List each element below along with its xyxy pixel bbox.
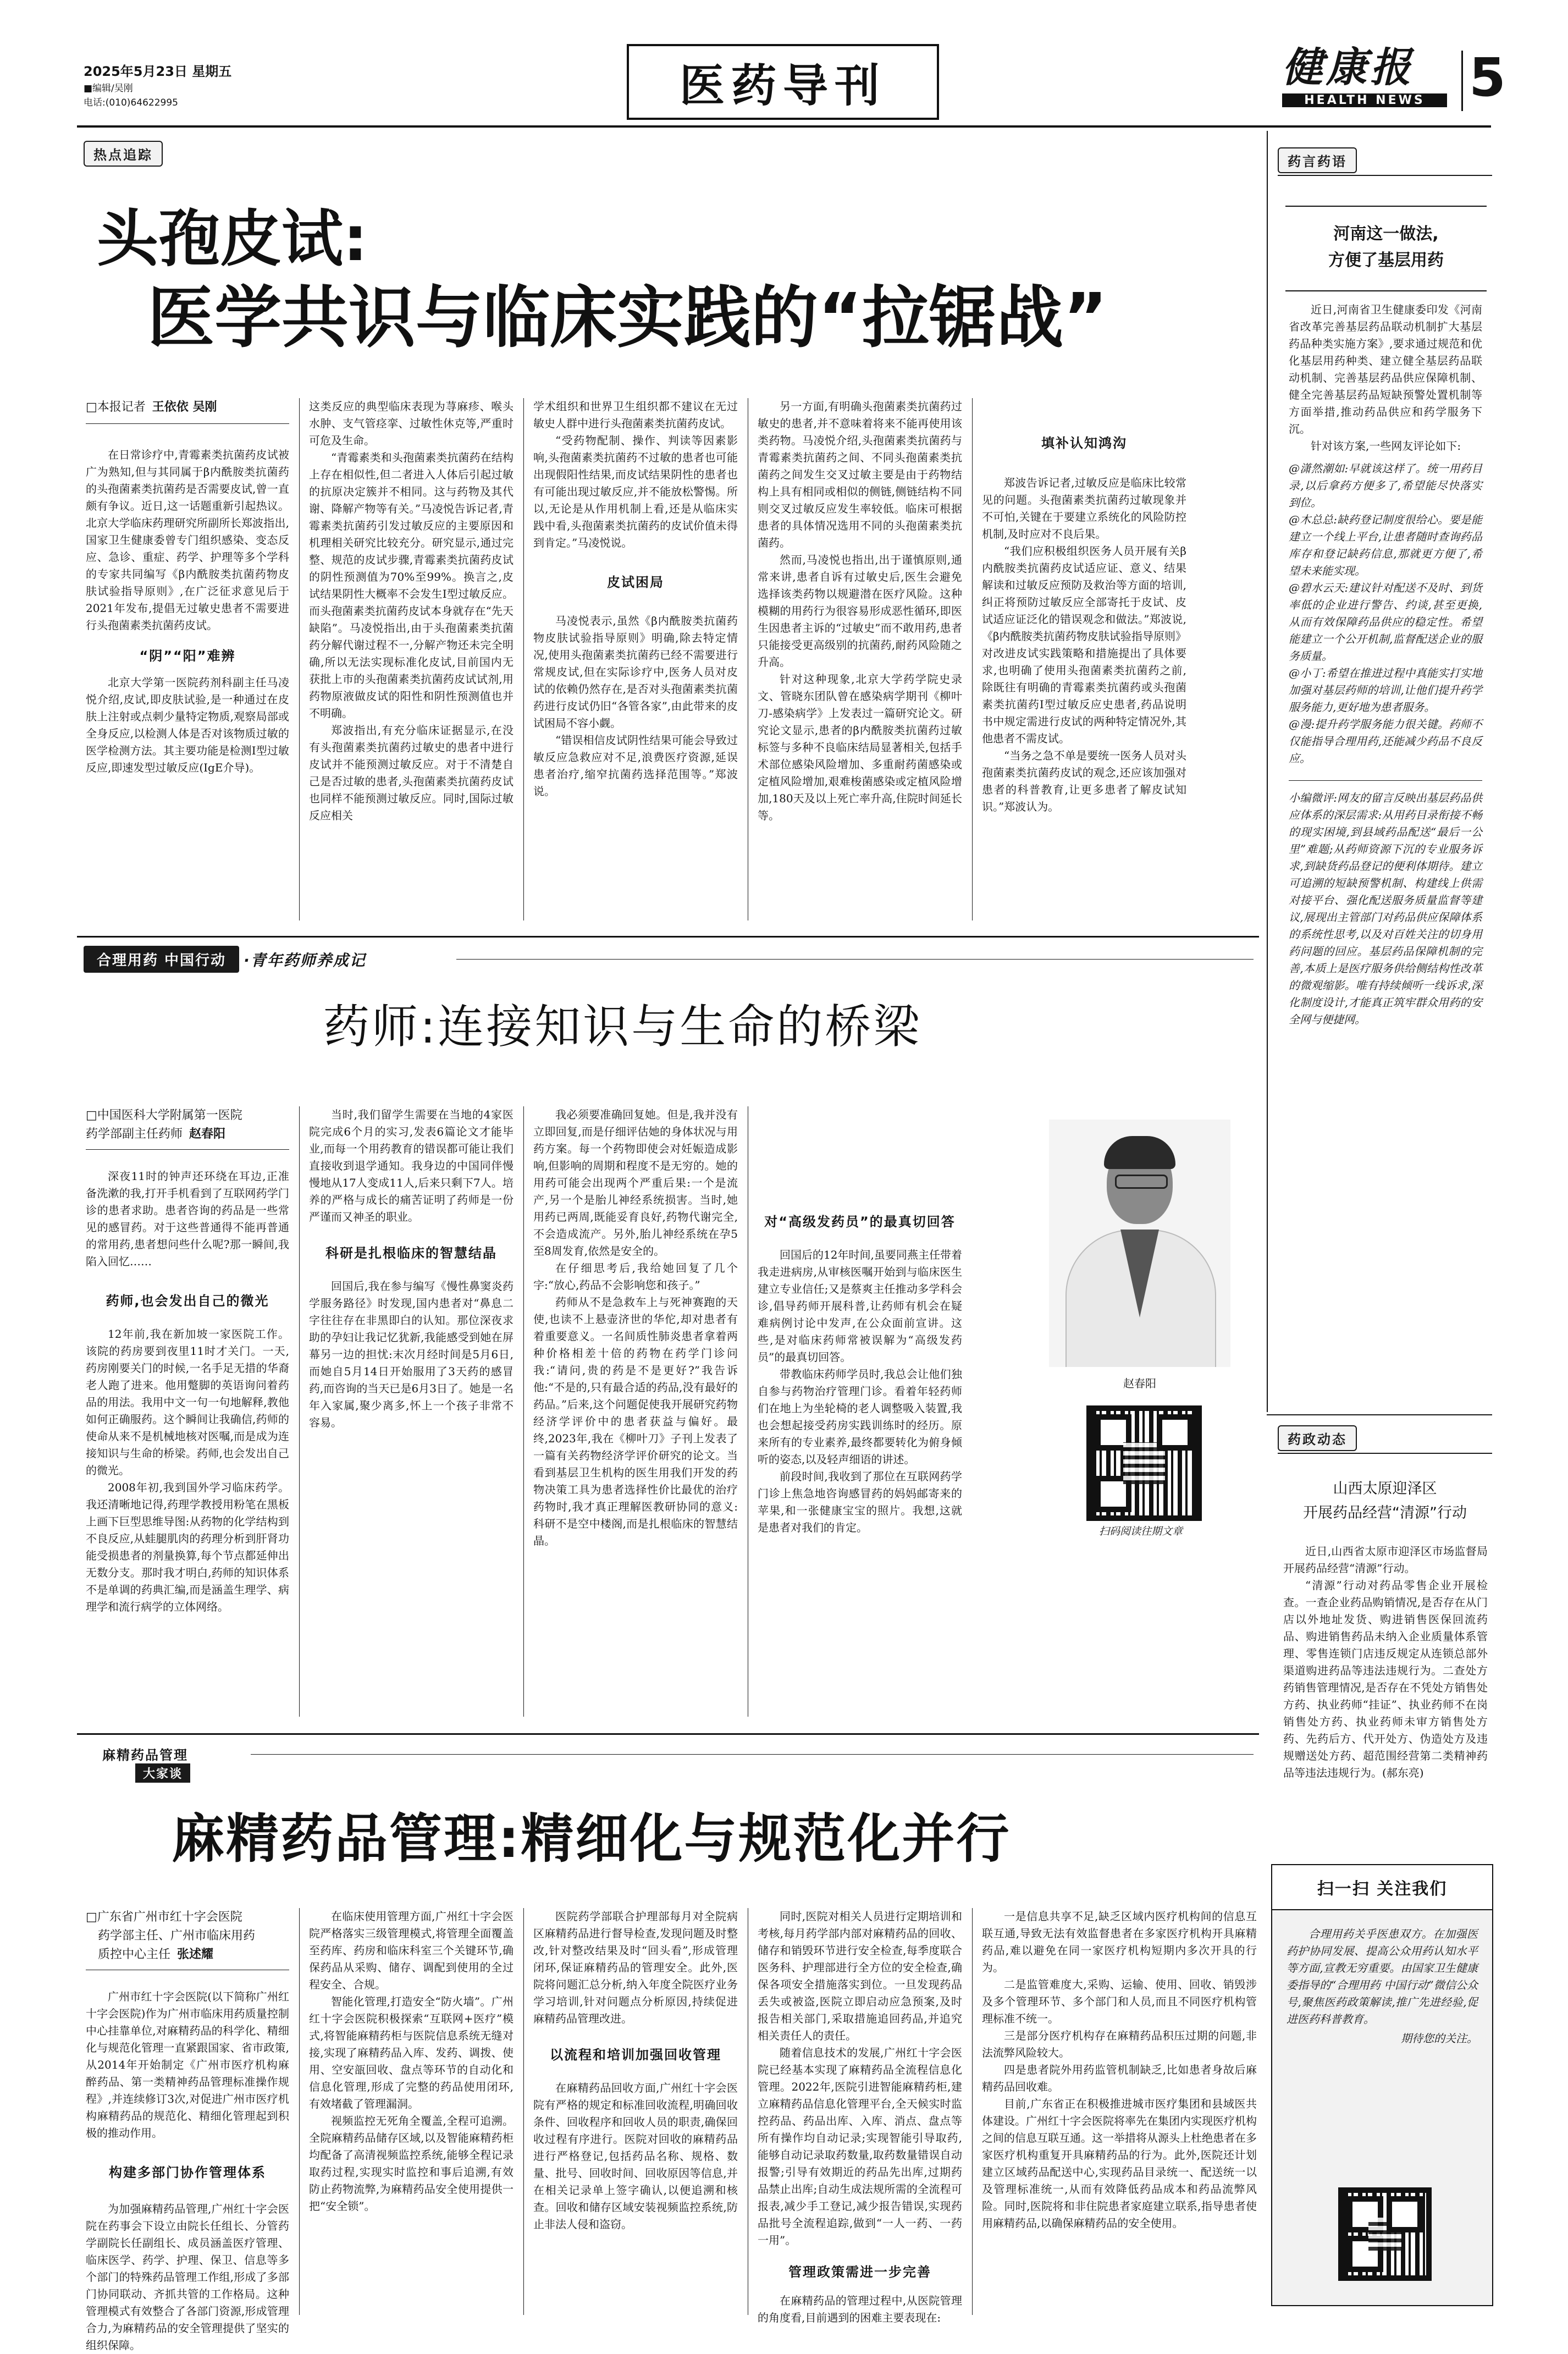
page-number: 5 <box>1469 47 1506 108</box>
byline-title: 药学部副主任药师 <box>86 1127 183 1141</box>
sidebar1-tag: 药言药语 <box>1278 147 1357 173</box>
paragraph: 医院药学部联合护理部每月对全院病区麻精药品进行督导检查,发现问题及时整改,针对整改结果及时“回头看”,形成管理闭环,保证麻精药品的管理安全。此外,医院将问题汇总分析,纳入年度全院医疗业务学习培训,针对问题点分析原因,持续促进麻精药品管理改进。 <box>533 1910 738 2025</box>
comment: @漫:提升药学服务能力很关键。药师不仅能指导合理用药,还能减少药品不良反应。 <box>1289 718 1482 765</box>
editor-note <box>1289 790 1482 1028</box>
article3-subhead-2: 以流程和培训加强回收管理 <box>550 2047 721 2063</box>
comment: @小丁:希望在推进过程中真能实打实地加强对基层药师的培训,让他们提升药学服务能力,更好地为患者服务。 <box>1289 666 1482 714</box>
issue-phone: 电话:(010)64622995 <box>84 97 178 108</box>
photo-glasses <box>1115 1175 1168 1189</box>
article2-subhead-3: 对“高级发药员”的最真切回答 <box>764 1214 956 1230</box>
article1-title-line1: 头孢皮试: <box>97 203 368 275</box>
paragraph: 深夜11时的钟声还环绕在耳边,正准备洗漱的我,打开手机看到了互联网药学门诊的患者求助。患者咨询的药品是一些常见的感冒药。对于这些普通得不能再普通的常用药,患者想问些什么呢?那一瞬间,我陷入回忆…… <box>86 1170 289 1268</box>
article1-col-1 <box>86 446 289 776</box>
article2-col-2 <box>309 1106 514 1431</box>
paragraph: “错误相信皮试阴性结果可能会导致过敏反应急救应对不足,浪费医疗资源,延误患者治疗,缩窄抗菌药选择范围等。”郑波说。 <box>533 734 738 798</box>
sidebar2-title-box <box>1278 1477 1492 1525</box>
article1-subhead-1: “阴”“阳”难辨 <box>139 648 236 664</box>
paragraph: 目前,广东省正在积极推进城市医疗集团和县域医共体建设。广州红十字会医院将率先在集团内实现医疗机构之间的信息互联互通。这一举措将从源头上杜绝患者在多家医疗机构重复开具麻精药品的行为。此外,医院还计划建立区域药品配送中心,实现药品目录统一、配送统一以及管理标准统一,从而有效降低药品成本和药品流弊风险。同时,医院将和非住院患者家庭建立联系,指导患者使用麻精药品,以确保麻精药品的安全使用。 <box>982 2097 1257 2230</box>
paragraph: 为加强麻精药品管理,广州红十字会医院在药事会下设立由院长任组长、分管药学副院长任副组长、成员涵盖医疗管理、临床医学、药学、护理、保卫、信息等多个部门的特殊药品管理工作组,形成了多部门协同联动、齐抓共管的工作格局。这种管理模式有效整合了各部门资源,形成管理合力,为麻精药品的安全管理提供了坚实的组织保障。 <box>86 2202 289 2352</box>
follow-us-box <box>1271 1864 1493 2306</box>
article2-subhead-2: 科研是扎根临床的智慧结晶 <box>325 1245 497 1261</box>
paragraph: 在麻精药品回收方面,广州红十字会医院有严格的规定和标准回收流程,明确回收条件、回收程序和回收人员的职责,确保回收过程有序进行。医院对回收的麻精药品进行严格登记,包括药品名称、规格、数量、批号、回收时间、回收原因等信息,并在相关记录单上签字确认,以便追溯和核查。回收和储存区域安装视频监控系统,防止非法人侵和盗窃。 <box>533 2081 738 2231</box>
paragraph: 然而,马凌悦也指出,出于谨慎原则,通常来讲,患者自诉有过敏史后,医生会避免选择该类药物以规避潜在医疗风险。这种模糊的用药行为很容易形成恶性循环,即医生因患者主诉的“过敏史”而不敢用药,患者只能接受更高级别的抗菌药,耐药风险随之升高。 <box>758 553 962 669</box>
article1-col-2 <box>309 398 514 824</box>
article2-tag-sub: ·青年药师养成记 <box>244 951 366 969</box>
paragraph: 智能化管理,打造安全“防火墙”。广州红十字会医院积极探索“互联网+医疗”模式,将智能麻精药柜与医院信息系统无缝对接,实现了麻精药品入库、发药、调拨、使用、空安瓿回收、盘点等环节的自动化和信息化管理,形成了完整的药品使用闭环,有效堵截了管理漏洞。 <box>309 1995 514 2110</box>
article3-col-1 <box>86 1988 289 2354</box>
paragraph: 近日,河南省卫生健康委印发《河南省改革完善基层药品联动机制扩大基层药品种类实施方案》,要求通过规范和优化基层用药种类、建立健全基层药品联动机制、完善基层药品供应保障机制、健全完善基层药品短缺预警处置机制等方面举措,推动药品供应和药学服务下沉。 <box>1289 303 1482 435</box>
article2-byline-line2 <box>86 1125 295 1144</box>
paragraph: 回国后,我在参与编写《慢性鼻窦炎药学服务路径》时发现,国内患者对“鼻息二字往往存在非黑即白的认知。那位深夜求助的孕妇让我记忆犹新,我能感受到她在屏幕另一边的担忧:末次月经时间是5月6日,而她自5月14日开始服用了3天药的感冒药,而咨询的当天已是6月3日了。她是一名年入家属,聚少离多,怀上一个孩子非常不容易。 <box>309 1280 514 1429</box>
article3-col-2 <box>309 1908 514 2215</box>
paragraph: “清源”行动对药品零售企业开展检查。一查企业药品购销情况,是否存在从门店以外地址发货、购进销售医保回流药品、购进销售药品未纳入企业质量体系管理、零售连锁门店违反规定从连锁总部外渠道购进药品等违法违规行为。二查处方药销售管理情况,是否存在不凭处方销售处方药、执业药师“挂证”、执业药师不在岗销售处方药、执业药师未审方销售处方药、先药后方、代开处方、伪造处方及违规赠送处方药、超范围经营第二类精神药品等违法违规行为。(郝东亮) <box>1283 1579 1488 1779</box>
article3-byline-line3 <box>86 1945 295 1964</box>
follow-us-text: 合理用药关乎医患双方。在加强医药护协同发展、提高公众用药认知水平等方面,宣教无穷重要。由国家卫生健康委指导的“合理用药 中国行动”微信公众号,聚焦医药政策解读,推广先进经验,促进医药科普教育。 <box>1287 1927 1478 2026</box>
byline-prefix: □本报记者 <box>86 400 146 414</box>
byline-name: 张述耀 <box>177 1948 214 1961</box>
netizen-comments <box>1289 460 1482 767</box>
article3-col-5 <box>982 1908 1257 2232</box>
paragraph: 前段时间,我收到了那位在互联网药学门诊上焦急地咨询感冒药的妈妈邮寄来的苹果,和一张健康宝宝的照片。我想,这就是患者对我们的肯定。 <box>758 1470 962 1534</box>
paragraph: 随着信息技术的发展,广州红十字会医院已经基本实现了麻精药品全流程信息化管理。2022年,医院引进智能麻精药柜,建立麻精药品信息化管理平台,全天候实时监控药品、药品出库、入库、消点、盘点等所有操作均自动记录;实现智能引导取药,能够自动记录取药数量,取药数量错误自动报警;引导有效期近的药品先出库,过期药品禁止出库;自动生成法规所需的全流程可报表,减少手工登记,减少报告错误,实现药品批号全流程追踪,做到“一人一药、一药一用”。 <box>758 2046 962 2247</box>
article1-col-3 <box>533 398 738 800</box>
comment: @木总总:缺药登记制度很给心。要是能建立一个线上平台,让患者随时查询药品库存和登记缺药信息,那就更方便了,希望未来能实现。 <box>1289 513 1482 577</box>
paragraph: 三是部分医疗机构存在麻精药品积压过期的问题,非法流弊风险较大。 <box>982 2029 1257 2059</box>
sidebar2-body <box>1283 1543 1488 1782</box>
paragraph: 一是信息共享不足,缺乏区域内医疗机构间的信息互联互通,导致无法有效监督患者在多家医疗机构开具麻精药品,难以避免在同一家医疗机构短期内多次开具的行为。 <box>982 1910 1257 1974</box>
comment: @碧水云天:建议针对配送不及时、到货率低的企业进行警告、约谈,甚至更换,从而有效保障药品供应的稳定性。希望能建立一个公开机制,监督配送企业的服务质量。 <box>1289 581 1482 663</box>
paragraph: “当务之急不单是要统一医务人员对头孢菌素类抗菌药皮试的观念,还应该加强对患者的科普教育,让更多患者了解皮试知识。”郑波认为。 <box>982 749 1186 813</box>
paragraph: 视频监控无死角全覆盖,全程可追溯。全院麻精药品储存区域,以及智能麻精药柜均配备了高清视频监控系统,能够全程记录取药过程,实现实时监控和事后追溯,有效防止药物流弊,为麻精药品安全使用提供一把“安全锁”。 <box>309 2114 514 2213</box>
paragraph: 在日常诊疗中,青霉素类抗菌药皮试被广为熟知,但与其同属于β内酰胺类抗菌药的头孢菌素类抗菌药是否需要皮试,曾一直颇有争议。近日,这一话题重新引起热议。北京大学临床药理研究所副所长郑波指出,国家卫生健康委曾专门组织感染、变态反应、急诊、重症、药学、护理等多个学科的专家共同编写《β内酰胺类抗菌药物皮肤试验指导原则》,在广泛征求意见后于2021年发布,提倡无过敏史患者不需要进行头孢菌素类抗菌药皮试。 <box>86 448 289 632</box>
paragraph: 针对这种现象,北京大学药学院史录文、管晓东团队曾在感染病学期刊《柳叶刀-感染病学》上发表过一篇研究论文。研究论文显示,患者的β内酰胺类抗菌药过敏标签与多种不良临床结局显著相关,包括手术部位感染风险增加、多重耐药菌感染或定植风险增加,艰难梭菌感染或定植风险增加,180天及以上死亡率升高,住院时间延长等。 <box>758 672 962 822</box>
article3-tag-main: 麻精药品管理 <box>102 1747 188 1763</box>
article2-qr-caption: 扫码阅读往期文章 <box>1098 1525 1183 1537</box>
article1-byline <box>86 398 295 417</box>
paragraph: 带教临床药师学员时,我总会让他们独自参与药物治疗管理门诊。看着年轻药师们在地上为坐轮椅的老人调整吸入装置,我也会想起接受药房实践训练时的经历。原来所有的专业素养,最终都要转化为俯身倾听的姿态,以及轻声细语的讲述。 <box>758 1368 962 1466</box>
section-banner <box>627 44 939 120</box>
paper-logo <box>1282 44 1458 110</box>
article3-col-4 <box>758 1908 962 2327</box>
paragraph: 郑波指出,有充分临床证据显示,在没有头孢菌素类抗菌药过敏史的患者中进行皮试并不能预测过敏反应。对于不清楚自己是否过敏的患者,头孢菌素类抗菌药皮试也同样不能预测过敏反应。同时,国际过敏反应相关 <box>309 724 514 822</box>
article3-title: 麻精药品管理:精细化与规范化并行 <box>172 1808 1011 1870</box>
paragraph: 在仔细思考后,我给她回复了几个字:“放心,药品不会影响您和孩子。” <box>533 1261 738 1292</box>
paragraph: 在麻精药品的管理过程中,从医院管理的角度看,目前遇到的困难主要表现在: <box>758 2294 962 2324</box>
sidebar1-title-box <box>1285 206 1487 291</box>
paragraph: 近日,山西省太原市迎泽区市场监督局开展药品经营“清源”行动。 <box>1283 1545 1488 1575</box>
article1-title-line2: 医学共识与临床实践的“拉锯战” <box>147 279 1108 357</box>
article2-col-1 <box>86 1168 289 1616</box>
article1-subhead-3: 填补认知鸿沟 <box>1041 435 1127 451</box>
article2-byline-line1: □中国医科大学附属第一医院 <box>86 1109 242 1122</box>
sidebar1-body <box>1289 301 1482 1028</box>
article2-title: 药师:连接知识与生命的桥梁 <box>323 1000 922 1054</box>
article2-tag-main: 合理用药 中国行动 <box>84 946 239 973</box>
hot-topic-tag: 热点追踪 <box>84 141 163 167</box>
follow-us-closing: 期待您的关注。 <box>1401 2032 1478 2045</box>
byline-title: 质控中心主任 <box>98 1948 171 1961</box>
article3-subhead-3: 管理政策需进一步完善 <box>788 2264 931 2280</box>
article2-col-3 <box>533 1106 738 1550</box>
paragraph: 学术组织和世界卫生组织都不建议在无过敏史人群中进行头孢菌素类抗菌药皮试。 <box>533 400 738 430</box>
article2-byline <box>86 1106 295 1144</box>
byline-name: 赵春阳 <box>189 1127 226 1141</box>
author-photo <box>1049 1120 1230 1367</box>
paragraph: “我们应积极组织医务人员开展有关β内酰胺类抗菌药皮试适应证、意义、结果解读和过敏反应预防及救治等方面的培训,纠正将预防过敏反应全部寄托于皮试、皮试适应证泛化的错误观念和做法。”郑波说,《β内酰胺类抗菌药物皮肤试验指导原则》对改进皮试实践策略和措施提出了具体要求,也明确了使用头孢菌素类抗菌药之前,除既往有明确的青霉素类抗菌药或头孢菌素类抗菌药Ⅰ型过敏反应史患者,药品说明书中规定需进行皮试的两种特定情况外,其他患者不需皮试。 <box>982 544 1186 745</box>
article3-byline-line2: 药学部主任、广州市临床用药 <box>98 1929 256 1943</box>
follow-us-body <box>1272 1910 1492 2047</box>
wechat-qr-code[interactable] <box>1338 2187 1432 2281</box>
paragraph: 二是监管难度大,采购、运输、使用、回收、销毁涉及多个管理环节、多个部门和人员,而且不同医疗机构管理标准不统一。 <box>982 1978 1257 2025</box>
paragraph: 另一方面,有明确头孢菌素类抗菌药过敏史的患者,并不意味着将来不能再使用该类药物。马凌悦介绍,头孢菌素类抗菌药与青霉素类抗菌药之间、不同头孢菌素类抗菌药之间发生交叉过敏主要是由于药物结构上具有相同或相似的侧链,侧链结构不同则交叉过敏反应发生率较低。临床可根据患者的具体情况选用不同的头孢菌素类抗菌药。 <box>758 400 962 549</box>
article3-byline <box>86 1908 295 1964</box>
sidebar2-title-line2: 开展药品经营“清源”行动 <box>1303 1504 1467 1521</box>
article3-byline-line1: □广东省广州市红十字会医院 <box>86 1910 242 1924</box>
paragraph: 郑波告诉记者,过敏反应是临床比较常见的问题。头孢菌素类抗菌药过敏现象并不可怕,关键在于要建立系统化的风险防控机制,及时应对不良后果。 <box>982 476 1186 541</box>
paragraph: 马凌悦表示,虽然《β内酰胺类抗菌药物皮肤试验指导原则》明确,除去特定情况,使用头孢菌素类抗菌药已经不需要进行常规皮试,但在实际诊疗中,医务人员对皮试的依赖仍然存在,是否对头孢菌素类抗菌药进行皮试仍旧“各管各家”,由此带来的皮试困局不容小觑。 <box>533 614 738 730</box>
paragraph: 药师从不是急救车上与死神赛跑的天使,也读不上悬壶济世的华佗,却对患者有着重要意义。一名间质性肺炎患者拿着两种价格相差十倍的药物在药学门诊问我:“请问,贵的药是不是更好?”我告诉他:“不是的,只有最合适的药品,没有最好的药品。”后来,这个问题促使我开展研究药物经济学评价中的患者获益与偏好。最终,2023年,我在《柳叶刀》子刊上发表了一篇有关药物经济学评价研究的论文。当看到基层卫生机构的医生用我们开发的药物决策工具为患者选择性价比最优的治疗药物时,我才真正理解医教研协同的意义:科研不是空中楼阁,而是扎根临床的智慧结晶。 <box>533 1295 738 1547</box>
follow-us-title: 扫一扫 关注我们 <box>1272 1865 1492 1910</box>
editor-note-text: 小编微评:网友的留言反映出基层药品供应体系的深层需求:从用药目录衔接不畅的现实困境,到县域药品配送“最后一公里”难题;从药师资源下沉的专业服务诉求,到缺货药品登记的便利体期待。建立可追溯的短缺预警机制、构建线上供需对接平台、强化配送服务质量监督等建议,展现出主管部门对药品供应保障体系的系统性思考,以及对百姓关注的切身用药问题的回应。基层药品保障机制的完善,本质上是医疗服务供给侧结构性改革的微观缩影。唯有持续倾听一线诉求,深化制度设计,才能真正筑牢群众用药的安全网与便捷网。 <box>1289 791 1482 1026</box>
paragraph: “青霉素类和头孢菌素类抗菌药在结构上存在相似性,但二者进入人体后引起过敏的抗原决定簇并不相同。这与药物及其代谢、降解产物等有关。”马凌悦告诉记者,青霉素类抗菌药引发过敏反应的主要原因和机理相关研究比较充分。研究显示,通过完整、规范的皮试步骤,青霉素类抗菌药皮试的阴性预测值为70%至99%。换言之,皮试结果阴性大概率不会发生Ⅰ型过敏反应。而头孢菌素类抗菌药皮试本身就存在“先天缺陷”。马凌悦指出,由于头孢菌素类抗菌药分解代谢过程不一,分解产物还未完全明确,所以无法实现标准化皮试,目前国内无获批上市的头孢菌素类抗菌药皮试试剂,用药物原液做皮试的阳性和阴性预测值也并不明确。 <box>309 451 514 720</box>
article2-subhead-1: 药师,也会发出自己的微光 <box>106 1293 269 1309</box>
paper-name-en: HEALTH NEWS <box>1282 93 1447 107</box>
paragraph: 12年前,我在新加坡一家医院工作。该院的药房要到夜里11时才关门。一天,药房刚要关门的时候,一名手足无措的华裔老人跑了进来。他用蹩脚的英语询问着药品的用法。我用中文一句一句地解释,教他如何正确服药。这个瞬间让我确信,药师的使命从来不是机械地核对医嘱,而是成为连接知识与生命的桥梁。药师,也会发出自己的微光。 <box>86 1327 289 1477</box>
article2-qr-code[interactable] <box>1086 1405 1202 1521</box>
paragraph: 针对该方案,一些网友评论如下: <box>1311 439 1461 453</box>
paragraph: 2008年初,我到国外学习临床药学。我还清晰地记得,药理学教授用粉笔在黑板上画下巨型思维导图:从药物的化学结构到不良反应,从蛙腿肌肉的药理分析到肝肾功能受损患者的剂量换算,每个节点都延伸出无数分支。那时我才明白,药师的知识体系不是单调的药典汇编,而是涵盖生理学、病理学和流行病学的立体网络。 <box>86 1481 289 1613</box>
article1-subhead-2: 皮试困局 <box>607 575 664 590</box>
article3-subhead-1: 构建多部门协作管理体系 <box>109 2165 266 2180</box>
paragraph: 这类反应的典型临床表现为荨麻疹、喉头水肿、支气管痉挛、过敏性休克等,严重时可危及生命。 <box>309 400 514 447</box>
section-title: 医药导刊 <box>679 59 886 112</box>
paragraph: 广州市红十字会医院(以下简称广州红十字会医院)作为广州市临床用药质量控制中心挂靠单位,对麻精药品的科学化、精细化与规范化管理一直紧跟国家、省市政策,从2014年开始制定《广州市医疗机构麻醉药品、第一类精神药品管理标准操作规程》,并连续修订3次,对促进广州市医疗机构麻精药品的规范化、精细化管理起到积极的推动作用。 <box>86 1990 289 2140</box>
article1-col-5 <box>982 398 1186 815</box>
byline-names: 王依依 吴刚 <box>152 400 217 414</box>
paragraph: 北京大学第一医院药剂科副主任马凌悦介绍,皮试,即皮肤试验,是一种通过在皮肤上注射或点刺少量特定物质,观察局部或全身反应,以检测人体是否对该物质过敏的医学检测方法。其主要功能是检测Ⅰ型过敏反应,即速发型过敏反应(IgE介导)。 <box>86 676 289 774</box>
sidebar1-title-line1: 河南这一做法, <box>1333 224 1439 244</box>
article2-tag-row <box>84 946 366 973</box>
comment: @潇然潮如:早就该这样了。统一用药目录,以后拿药方便多了,希望能尽快落实到位。 <box>1289 462 1482 509</box>
article1-col-4 <box>758 398 962 824</box>
issue-editor: ■编辑/吴刚 <box>84 83 133 94</box>
article3-col-3 <box>533 1908 738 2233</box>
author-photo-caption: 赵春阳 <box>1123 1377 1156 1390</box>
paragraph: “受药物配制、操作、判读等因素影响,头孢菌素类抗菌药不过敏的患者也可能出现假阳性结果,而皮试结果阴性的患者也有可能出现过敏反应,并不能放松警惕。所以,无论是从作用机制上看,还是从临床实践中看,头孢菌素类抗菌药的皮试价值未得到肯定。”马凌悦说。 <box>533 434 738 549</box>
sidebar2-tag: 药政动态 <box>1278 1425 1357 1451</box>
article3-tag-sub: 大家谈 <box>135 1763 190 1783</box>
paragraph: 我必须要准确回复她。但是,我并没有立即回复,而是仔细评估她的身体状况与用药方案。每一个药物即使会对妊娠造成影响,但影响的周期和程度不是无穷的。她的用药可能会出现两个严重后果:一个是流产,另一个是胎儿神经系统损害。当时,她用药已两周,既能妥育良好,药物代谢完全,不会造成流产。另外,胎儿神经系统在孕5至8周发育,依然是安全的。 <box>533 1108 738 1258</box>
paragraph: 在临床使用管理方面,广州红十字会医院严格落实三级管理模式,将管理全面覆盖至药库、药房和临床科室三个关键环节,确保药品从采购、储存、调配到使用的全过程安全、合规。 <box>309 1910 514 1991</box>
paper-name: 健康报 <box>1282 44 1414 91</box>
photo-hair <box>1104 1136 1175 1169</box>
article2-col-4 <box>758 1106 962 1536</box>
paragraph: 同时,医院对相关人员进行定期培训和考核,每月药学部内部对麻精药品的回收、储存和销毁环节进行安全检查,每季度联合医务科、护理部进行全方位的安全检查,确保各项安全措施落实到位。一旦发现药品丢失或被盗,医院立即启动应急预案,及时报告相关部门,采取措施追回药品,并追究相关责任人的责任。 <box>758 1910 962 2042</box>
paragraph: 回国后的12年时间,虽要同燕主任带着我走进病房,从审核医嘱开始到与临床医生建立专业信任;又是蔡爽主任推动多学科会诊,倡导药师开展科普,让药师有机会在疑难病例讨论中发声,在公众面前宣讲。这些,是对临床药师常被误解为“高级发药员”的最真切回答。 <box>758 1248 962 1364</box>
paragraph: 当时,我们留学生需要在当地的4家医院完成6个月的实习,发表6篇论文才能毕业,而每一个用药教育的错误都可能让我们直接收到退学通知。我身边的中国同伴慢慢地从17人变成11人,后来只剩下7人。培养的严格与成长的痛苦证明了药师是一份严谨而又神圣的职业。 <box>309 1108 514 1223</box>
paragraph: 四是患者院外用药监管机制缺乏,比如患者身故后麻精药品回收难。 <box>982 2063 1257 2093</box>
sidebar1-title-line2: 方便了基层用药 <box>1328 251 1444 270</box>
issue-date: 2025年5月23日 星期五 <box>84 64 232 79</box>
sidebar2-title-line1: 山西太原迎泽区 <box>1333 1480 1437 1497</box>
article3-tag <box>86 1744 240 1783</box>
